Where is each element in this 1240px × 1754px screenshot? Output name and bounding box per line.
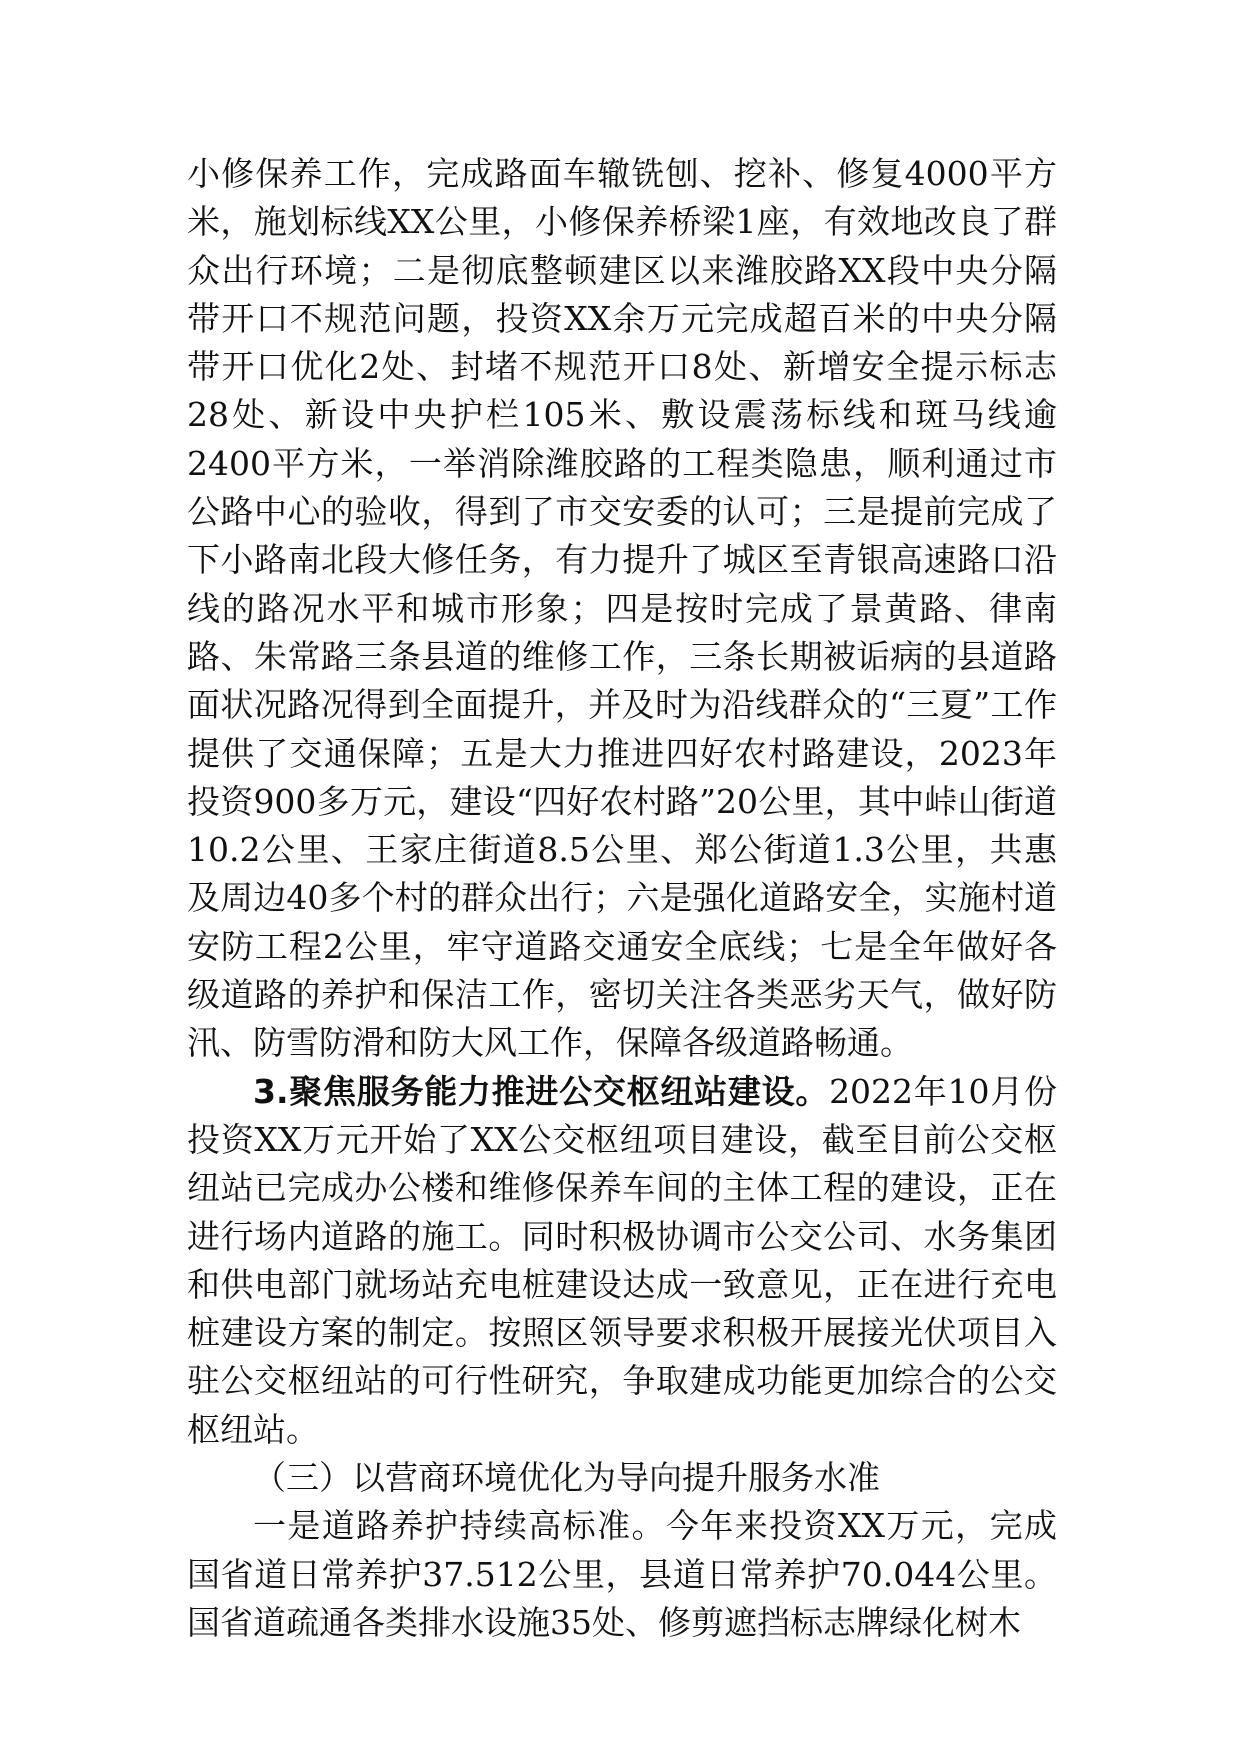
paragraph-bus-hub-lead: 3.聚焦服务能力推进公交枢纽站建设。	[253, 1071, 830, 1111]
document-body	[187, 150, 1057, 1647]
section-heading-3: （三）以营商环境优化为导向提升服务水准	[253, 1458, 880, 1498]
paragraph-road-maintenance: 小修保养工作，完成路面车辙铣刨、挖补、修复4000平方米，施划标线XX公里，小修保养桥梁1座，有效地改良了群众出行环境；二是彻底整顿建区以来潍胶路XX段中央分隔带开口不规范问题，投资XX余万元完成超百米的中央分隔带开口优化2处、封堵不规范开口8处、新增安全提示标志28处、新设中央护栏105米、敷设震荡标线和斑马线逾2400平方米，一举消除潍胶路的工程类隐患，顺利通过市公路中心的验收，得到了市交安委的认可；三是提前完成了下小路南北段大修任务，有力提升了城区至青银高速路口沿线的路况水平和城市形象；四是按时完成了景黄路、律南路、朱常路三条县道的维修工作，三条长期被诟病的县道路面状况路况得到全面提升，并及时为沿线群众的“三夏”工作提供了交通保障；五是大力推进四好农村路建设，2023年投资900多万元，建设“四好农村路”20公里，其中峠山街道10.2公里、王家庄街道8.5公里、郑公街道1.3公里，共惠及周边40多个村的群众出行；六是强化道路安全，实施村道安防工程2公里，牢守道路交通安全底线；七是全年做好各级道路的养护和保洁工作，密切关注各类恶劣天气，做好防汛、防雪防滑和防大风工作，保障各级道路畅通。	[187, 154, 1057, 1063]
paragraph-road-standards: 一是道路养护持续高标准。今年来投资XX万元，完成国省道日常养护37.512公里，县道日常养护70.044公里。国省道疏通各类排水设施35处、修剪遮挡标志牌绿化树木	[187, 1506, 1057, 1642]
paragraph-bus-hub	[187, 1068, 1057, 1454]
paragraph-bus-hub-body: 2022年10月份投资XX万元开始了XX公交枢纽项目建设，截至目前公交枢纽站已完成办公楼和维修保养车间的主体工程的建设，正在进行场内道路的施工。同时积极协调市公交公司、水务集团和供电部门就场站充电桩建设达成一致意见，正在进行充电桩建设方案的制定。按照区领导要求积极开展接光伏项目入驻公交枢纽站的可行性研究，争取建成功能更加综合的公交枢纽站。	[187, 1071, 1057, 1449]
